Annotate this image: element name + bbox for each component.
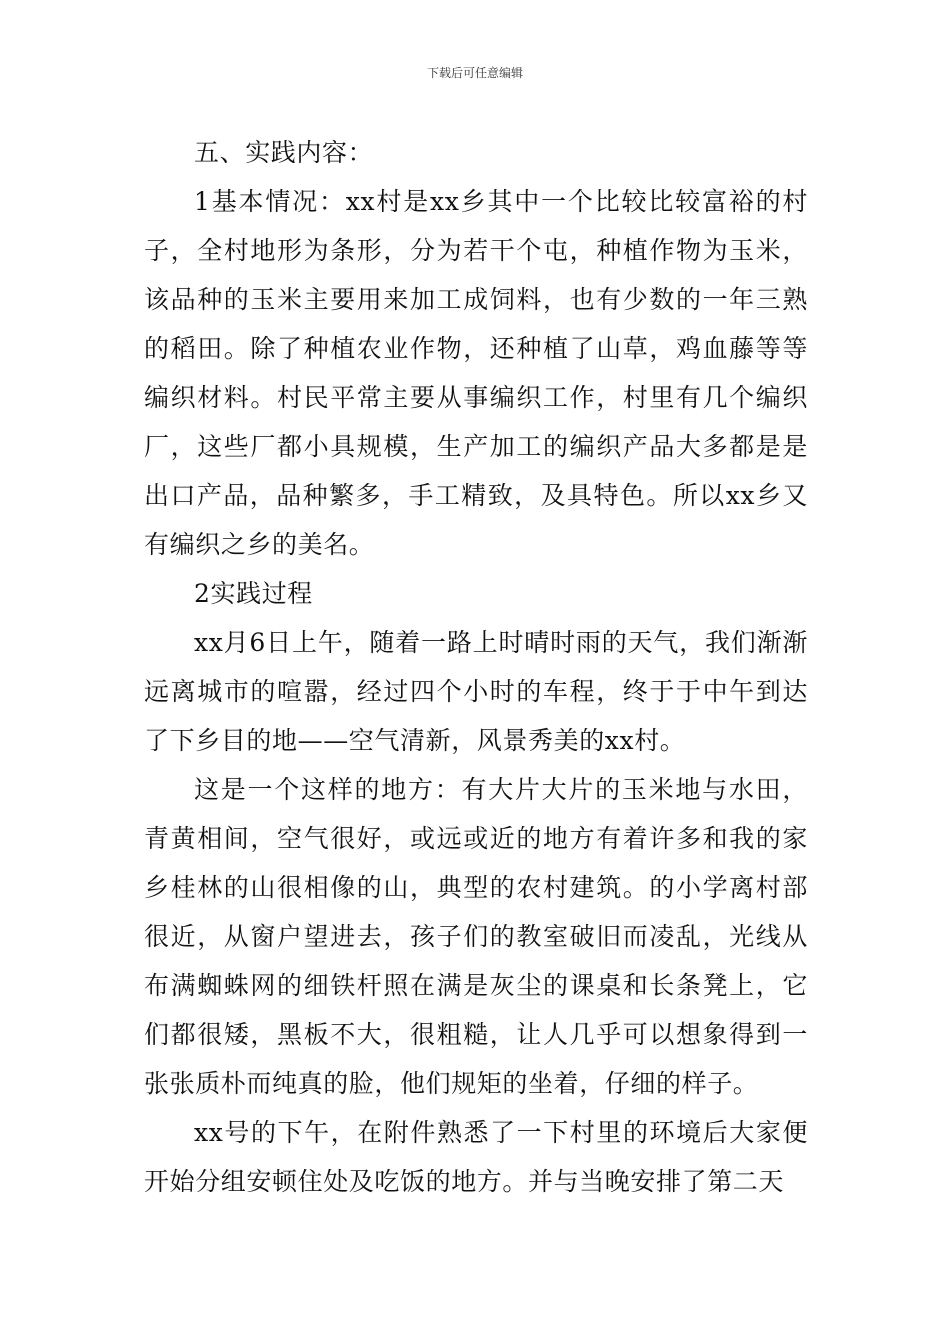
document-body bbox=[144, 128, 808, 1206]
paragraph-village-description: 这是一个这样的地方：有大片大片的玉米地与水田，青黄相间，空气很好，或远或近的地方有着许多和我的家乡桂林的山很相像的山，典型的农村建筑。的小学离村部很近，从窗户望进去，孩子们的教室破旧而凌乱，光线从布满蜘蛛网的细铁杆照在满是灰尘的课桌和长条凳上，它们都很矮，黑板不大，很粗糙，让人几乎可以想象得到一张张质朴而纯真的脸，他们规矩的坐着，仔细的样子。 bbox=[144, 775, 808, 1098]
page-header-note: 下载后可任意编辑 bbox=[426, 66, 523, 80]
subheading-practice-process: 2实践过程 bbox=[194, 579, 313, 608]
paragraph-arrival: xx月6日上午，随着一路上时晴时雨的天气，我们渐渐远离城市的喧嚣，经过四个小时的车程，终于于中午到达了下乡目的地——空气清新，风景秀美的xx村。 bbox=[144, 628, 808, 755]
paragraph-settling-in: xx号的下午，在附件熟悉了一下村里的环境后大家便开始分组安顿住处及吃饭的地方。并与当晚安排了第二天 bbox=[144, 1118, 808, 1196]
section-heading: 五、实践内容： bbox=[194, 138, 374, 167]
paragraph-basic-info: 1基本情况：xx村是xx乡其中一个比较比较富裕的村子，全村地形为条形，分为若干个屯，种植作物为玉米，该品种的玉米主要用来加工成饲料，也有少数的一年三熟的稻田。除了种植农业作物，还种植了山草，鸡血藤等等编织材料。村民平常主要从事编织工作，村里有几个编织厂，这些厂都小具规模，生产加工的编织产品大多都是是出口产品，品种繁多，手工精致，及具特色。所以xx乡又有编织之乡的美名。 bbox=[144, 187, 808, 559]
